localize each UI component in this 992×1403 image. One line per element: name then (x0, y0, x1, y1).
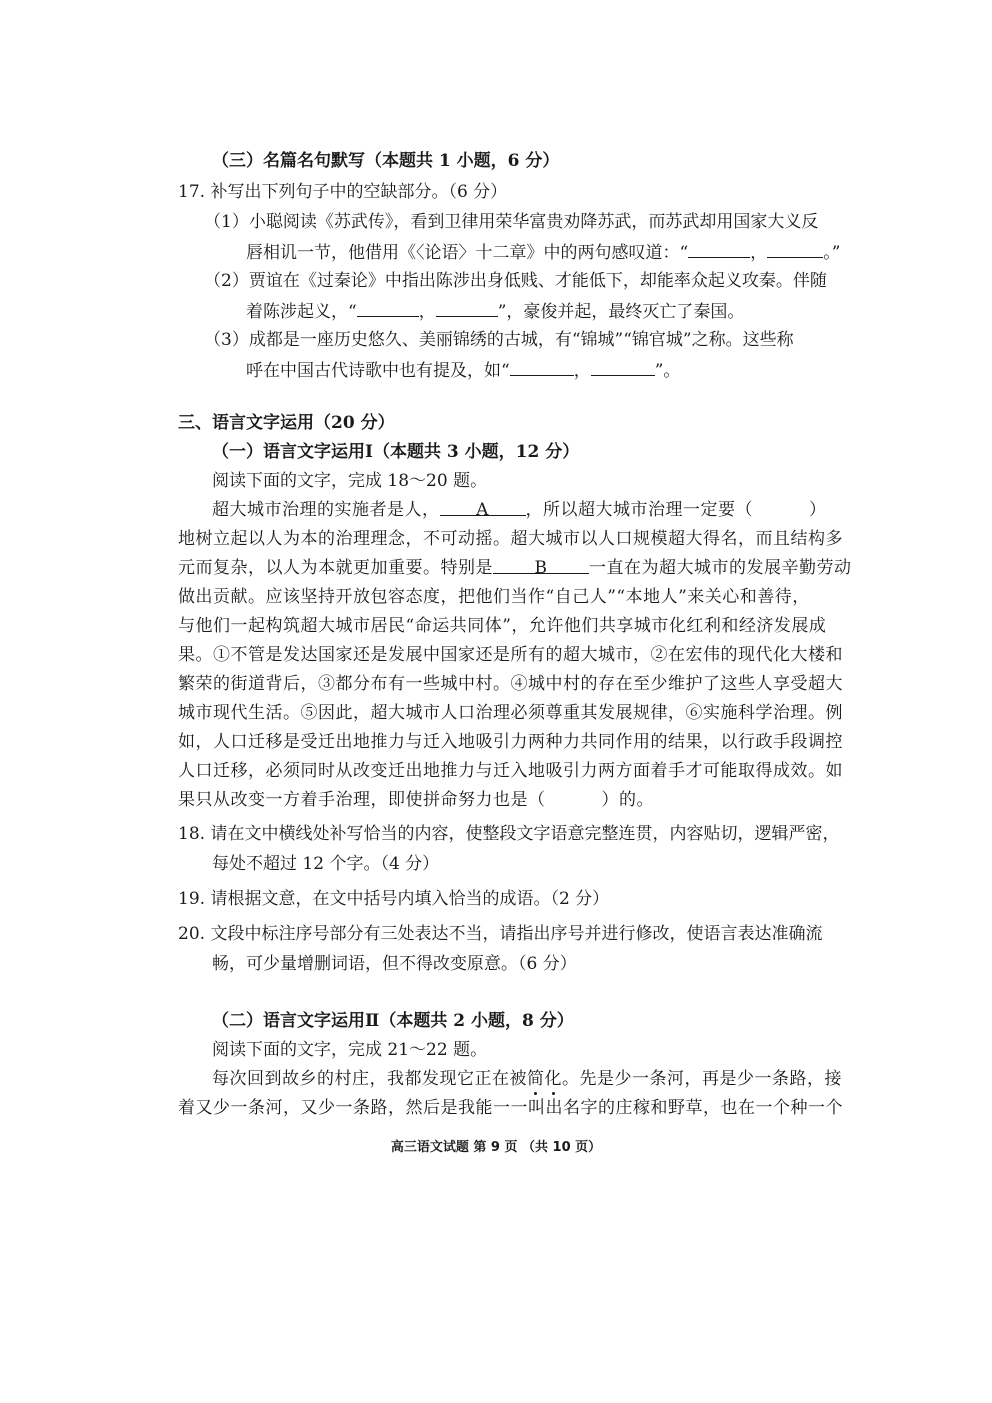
passage-1-line: 果。①不管是发达国家还是发展中国家还是所有的超大城市，②在宏伟的现代化大楼和 (178, 645, 843, 665)
answer-blank[interactable] (436, 300, 498, 317)
question-17-stem: 17. 补写出下列句子中的空缺部分。（6 分） (178, 182, 508, 202)
passage-1-line: 与他们一起构筑超大城市居民“命运共同体”，允许他们共享城市化红利和经济发展成 (178, 616, 827, 636)
q17-item2-line2 (246, 300, 744, 323)
blank-b[interactable]: B (493, 557, 589, 574)
q17-item1-end: 。” (823, 243, 841, 263)
passage-1-line (178, 557, 852, 579)
passage-1-line (178, 789, 654, 811)
passage-2-line (212, 1068, 842, 1090)
passage-1-line: 做出贡献。应该坚持开放包容态度，把他们当作“自己人”“本地人”来关心和善待， (178, 587, 810, 607)
q17-item3-line2-text: 呼在中国古代诗歌中也有提及，如“ (246, 361, 510, 381)
passage-2-line: 着又少一条河，又少一条路，然后是我能一一叫出名字的庄稼和野草，也在一个种一个 (178, 1098, 843, 1118)
passage-2-line-text: 每次回到故乡的村庄，我都发现它正在被 (212, 1069, 527, 1089)
passage-1-line: 地树立起以人为本的治理理念，不可动摇。超大城市以人口规模超大得名，而且结构多 (178, 529, 843, 549)
page-footer: 高三语文试题 第 9 页 （共 10 页） (390, 1140, 602, 1155)
subsection-1-heading: （一）语言文字运用Ⅰ（本题共 3 小题，12 分） (212, 442, 580, 462)
subsection-2-instruction: 阅读下面的文字，完成 21～22 题。 (212, 1040, 488, 1060)
subsection-1-instruction: 阅读下面的文字，完成 18～20 题。 (212, 471, 488, 491)
q17-item3-comma: ， (573, 361, 591, 381)
section-language-heading: 三、语言文字运用（20 分） (178, 413, 395, 433)
passage-1-line-text: 超大城市治理的实施者是人， (212, 500, 440, 520)
passage-1-line-text: 一直在为超大城市的发展辛勤劳动 (589, 558, 852, 578)
subsection-2-heading: （二）语言文字运用Ⅱ（本题共 2 小题，8 分） (212, 1011, 574, 1031)
passage-1-line: 城市现代生活。⑤因此，超大城市人口治理必须尊重其发展规律，⑥实施科学治理。例 (178, 703, 843, 723)
q17-item2-line1: （2）贾谊在《过秦论》中指出陈涉出身低贱、才能低下，却能率众起义攻秦。伴随 (204, 271, 827, 291)
q17-item3-line2 (246, 359, 680, 382)
answer-blank[interactable] (688, 241, 750, 258)
passage-1-line-text: ，所以超大城市治理一定要（ (525, 500, 753, 520)
q17-item1-comma: ， (750, 243, 768, 263)
blank-a[interactable]: A (440, 499, 526, 516)
passage-1-line: 人口迁移，必须同时从改变迁出地推力与迁入地吸引力两方面着手才可能取得成效。如 (178, 761, 843, 781)
question-20-line2: 畅，可少量增删词语，但不得改变原意。（6 分） (212, 954, 577, 974)
q17-item1-line1: （1）小聪阅读《苏武传》，看到卫律用荣华富贵劝降苏武，而苏武却用国家大义反 (204, 212, 819, 232)
passage-1-line: 繁荣的街道背后，③都分布有一些城中村。④城中村的存在至少维护了这些人享受超大 (178, 674, 843, 694)
emphasis-dot-char: 简 (527, 1069, 545, 1089)
q17-item2-line2-text: 着陈涉起义，“ (246, 302, 357, 322)
q17-item3-end: ”。 (654, 361, 681, 381)
question-20-line1: 20. 文段中标注序号部分有三处表达不当，请指出序号并进行修改，使语言表达准确流 (178, 924, 823, 944)
q17-item2-end: ”，豪俊并起，最终灭亡了秦国。 (497, 302, 745, 322)
question-18-line1: 18. 请在文中横线处补写恰当的内容，使整段文字语意完整连贯，内容贴切，逻辑严密， (178, 824, 840, 844)
passage-1-line-text: 果只从改变一方着手治理，即使拼命努力也是（ (178, 790, 546, 810)
answer-blank[interactable] (510, 359, 574, 376)
q17-item3-line1: （3）成都是一座历史悠久、美丽锦绣的古城，有“锦城”“锦官城”之称。这些称 (204, 330, 794, 350)
emphasis-dot-char: 化 (544, 1069, 562, 1089)
passage-2-line-text: 。先是少一条河，再是少一条路，接 (562, 1069, 842, 1089)
passage-1-line-text: ） (809, 500, 827, 520)
question-19: 19. 请根据文意，在文中括号内填入恰当的成语。（2 分） (178, 889, 610, 909)
passage-1-line-text: 元而复杂，以人为本就更加重要。特别是 (178, 558, 493, 578)
q17-item1-line2-text: 唇相讥一节，他借用《〈论语〉十二章》中的两句感叹道：“ (246, 243, 689, 263)
answer-blank[interactable] (767, 241, 823, 258)
q17-item2-comma: ， (418, 302, 436, 322)
passage-1-line: 如，人口迁移是受迁出地推力与迁入地吸引力两种力共同作用的结果，以行政手段调控 (178, 732, 843, 752)
answer-blank[interactable] (591, 359, 655, 376)
question-18-line2: 每处不超过 12 个字。（4 分） (212, 854, 440, 874)
section-famous-heading: （三）名篇名句默写（本题共 1 小题，6 分） (212, 151, 560, 171)
answer-blank[interactable] (357, 300, 419, 317)
q17-item1-line2 (246, 241, 840, 264)
passage-1-line (212, 499, 827, 521)
passage-1-line-text: ）的。 (601, 790, 654, 810)
